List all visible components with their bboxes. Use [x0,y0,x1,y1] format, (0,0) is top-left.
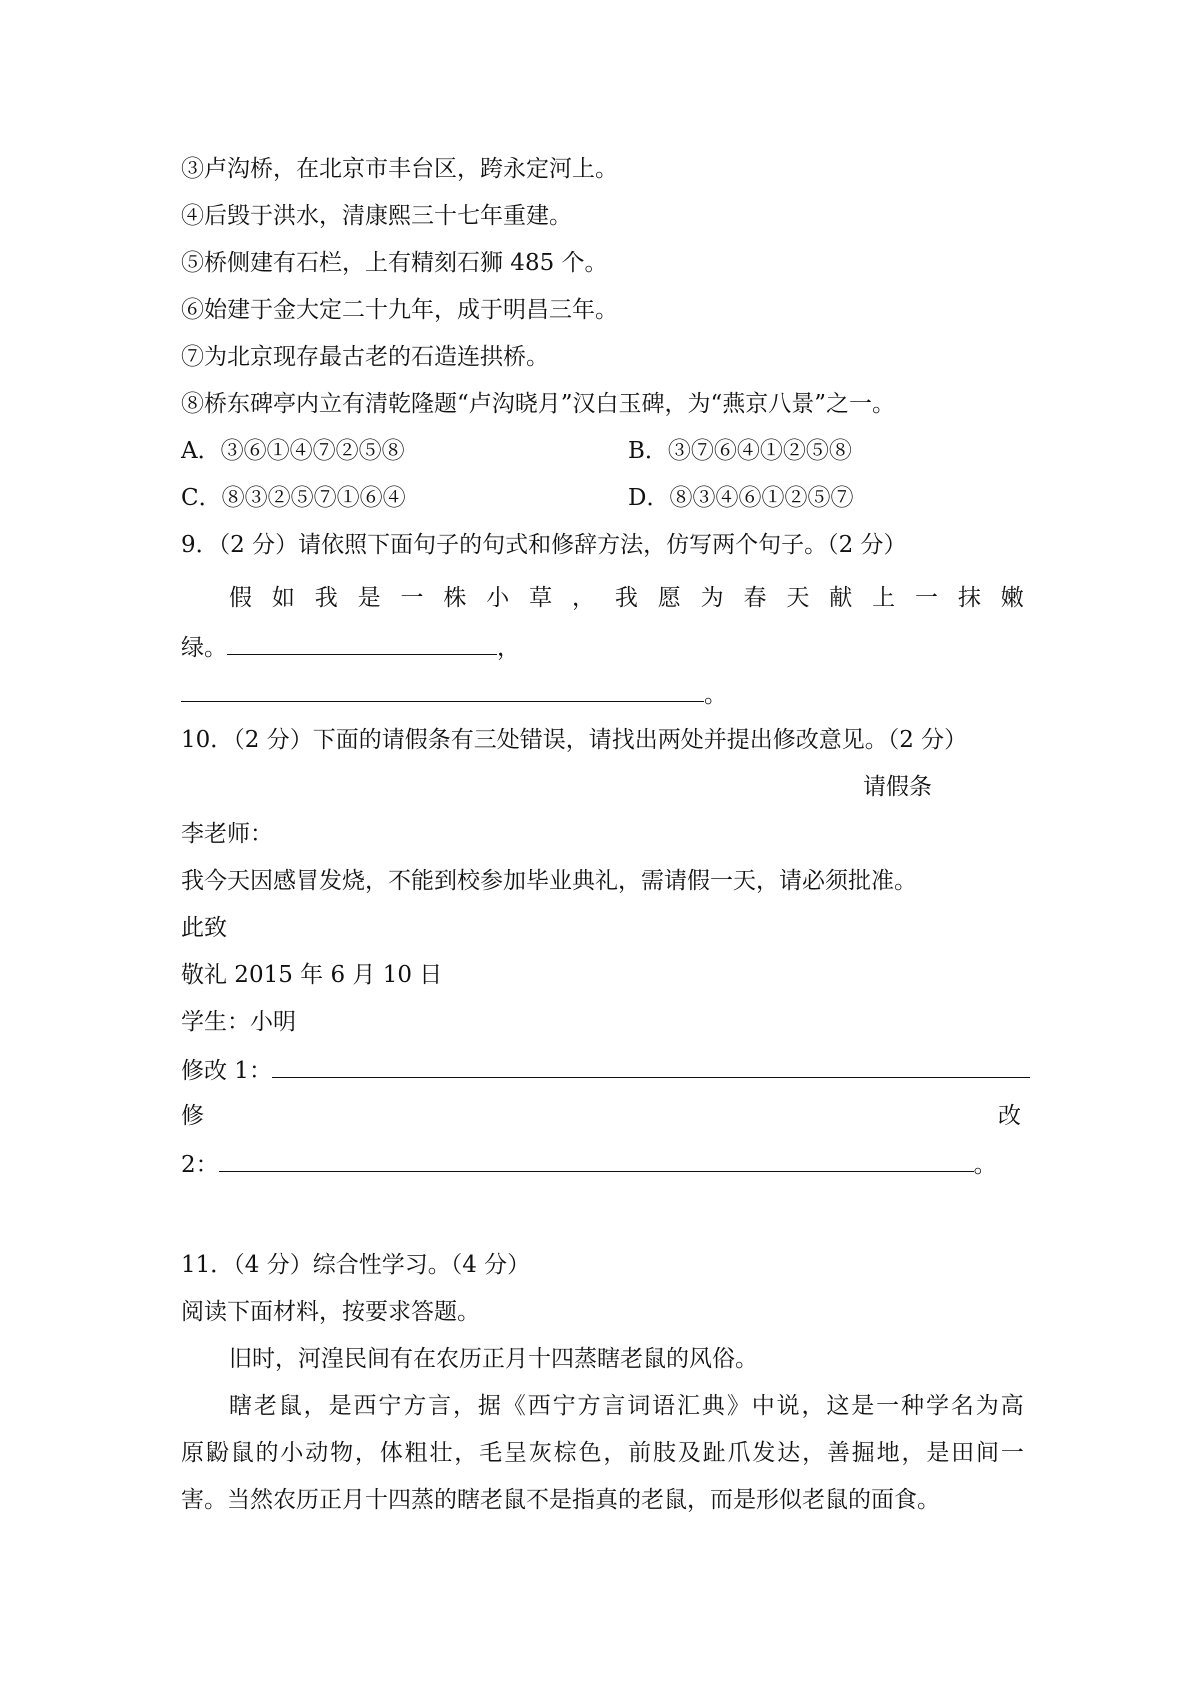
q10-fix1-label: 修改 1： [181,1058,272,1084]
char: 上 [872,585,896,611]
q8-item-6: ⑥始建于金大定二十九年，成于明昌三年。 [181,297,618,323]
q11-para2-line1 [229,1390,1024,1422]
char: 鼠 [278,1393,302,1419]
char: 是 [851,1393,875,1419]
char: 词 [627,1393,651,1419]
char: 掘 [851,1440,875,1466]
q9-answer-line2 [181,677,727,709]
leave-note-salutation: 李老师： [181,821,273,847]
q9-example-line2 [181,630,520,662]
char: 方 [403,1393,427,1419]
char: 棕 [553,1440,577,1466]
char: ， [901,1440,925,1466]
char: ， [802,1440,826,1466]
char: 是 [328,1393,352,1419]
char: 为 [700,585,724,611]
q10-fix1-blank[interactable] [272,1053,1030,1078]
char: 壮 [429,1440,453,1466]
char: 是 [357,585,381,611]
q11-instruction: 阅读下面材料，按要求答题。 [181,1299,480,1325]
char: 假 [229,585,252,611]
option-letter: B． [628,438,668,464]
leave-note-signature: 学生：小明 [181,1009,296,1035]
q8-option-d[interactable] [628,482,853,514]
char: 这 [826,1393,850,1419]
char: 中 [751,1393,775,1419]
char: ， [801,1393,825,1419]
q9-example-line1 [229,582,1024,614]
char: 小 [280,1440,304,1466]
q11-para2-line2 [181,1437,1024,1469]
char: 达 [777,1440,801,1466]
q10-fix1 [181,1053,1030,1085]
q8-item-3: ③卢沟桥，在北京市丰台区，跨永定河上。 [181,156,618,182]
q10-fix2 [181,1147,997,1179]
char: 草 [529,585,553,611]
char: 说 [776,1393,800,1419]
q10-fix2-period: 。 [973,1152,997,1178]
char: 粗 [404,1440,428,1466]
q10-fix2-label: 2： [181,1152,219,1178]
char: 原 [181,1440,204,1466]
q8-item-4: ④后毁于洪水，清康熙三十七年重建。 [181,203,572,229]
char: 一 [400,585,424,611]
char: 《 [502,1393,526,1419]
q8-option-c[interactable] [181,482,406,514]
option-text: ⑧③④⑥①②⑤⑦ [669,485,854,511]
char: 据 [477,1393,501,1419]
char: ， [354,1440,378,1466]
leave-note-closing2: 敬礼 2015 年 6 月 10 日 [181,962,443,988]
char: 善 [826,1440,850,1466]
char: 肢 [653,1440,677,1466]
char: 》 [726,1393,750,1419]
option-text: ③⑦⑥④①②⑤⑧ [667,438,852,464]
char: 我 [614,585,638,611]
char: 典 [701,1393,725,1419]
char: 及 [677,1440,701,1466]
char: 株 [443,585,467,611]
char: 趾 [702,1440,726,1466]
option-letter: C． [181,485,222,511]
char: 如 [271,585,295,611]
char: 前 [628,1440,652,1466]
char: 鼠 [230,1440,254,1466]
option-letter: A． [181,438,221,464]
char: 方 [577,1393,601,1419]
q11-para2-line3: 害。当然农历正月十四蒸的瞎老鼠不是指真的老鼠，而是形似老鼠的面食。 [181,1487,940,1513]
q8-item-7: ⑦为北京现存最古老的石造连拱桥。 [181,344,549,370]
char: ， [603,1440,627,1466]
char: 西 [353,1393,377,1419]
q8-option-b[interactable] [628,435,852,467]
char: 一 [915,585,938,611]
leave-note-title: 请假条 [863,774,932,800]
leave-note-body: 我今天因感冒发烧，不能到校参加毕业典礼，需请假一天，请必须批准。 [181,868,917,894]
char: 瞎 [229,1393,252,1419]
char: ， [572,585,595,611]
leave-note-closing1: 此致 [181,915,227,941]
q9-comma: ， [497,635,520,661]
char: 言 [428,1393,452,1419]
char: 毛 [479,1440,503,1466]
char: ， [303,1393,327,1419]
char: 一 [1000,1440,1024,1466]
q8-option-a[interactable] [181,435,405,467]
option-text: ③⑥①④⑦②⑤⑧ [220,438,405,464]
char: 抹 [957,585,981,611]
q11-header: 11．（4 分）综合性学习。（4 分） [181,1252,531,1278]
q9-example-end: 绿。 [181,635,227,661]
char: 动 [305,1440,329,1466]
char: 田 [951,1440,975,1466]
char: 呈 [503,1440,527,1466]
char: 西 [527,1393,551,1419]
char: 为 [975,1393,999,1419]
char: 鼢 [205,1440,229,1466]
char: 小 [486,585,510,611]
q9-header: 9．（2 分）请依照下面句子的句式和修辞方法，仿写两个句子。（2 分） [181,532,907,558]
char: 春 [743,585,767,611]
char: 一 [876,1393,900,1419]
q9-answer-blank-1[interactable] [227,630,497,655]
char: 宁 [378,1393,402,1419]
char: 名 [950,1393,974,1419]
q9-period: 。 [704,682,727,708]
char: 间 [976,1440,999,1466]
q8-item-5: ⑤桥侧建有石栏，上有精刻石狮 485 个。 [181,250,608,276]
char: ， [454,1440,478,1466]
q10-fix2-blank[interactable] [219,1147,974,1172]
char: 语 [652,1393,676,1419]
char: 物 [330,1440,354,1466]
char: 宁 [552,1393,576,1419]
char: ， [453,1393,477,1419]
q10-header: 10．（2 分）下面的请假条有三处错误，请找出两处并提出修改意见。（2 分） [181,727,968,753]
char: 老 [253,1393,277,1419]
char: 学 [925,1393,949,1419]
char: 言 [602,1393,626,1419]
char: 嫩 [1000,585,1024,611]
char: 汇 [677,1393,701,1419]
q10-fix2-right: 改 [998,1103,1021,1129]
char: 献 [829,585,853,611]
option-text: ⑧③②⑤⑦①⑥④ [221,485,406,511]
q10-fix2-left: 修 [181,1103,204,1129]
char: 爪 [727,1440,751,1466]
q8-item-8: ⑧桥东碑亭内立有清乾隆题“卢沟晓月”汉白玉碑，为“燕京八景”之一。 [181,391,896,417]
char: 的 [255,1440,279,1466]
char: 高 [1000,1393,1024,1419]
char: 我 [314,585,338,611]
char: 色 [578,1440,602,1466]
char: 种 [901,1393,925,1419]
q11-para1: 旧时，河湟民间有在农历正月十四蒸瞎老鼠的风俗。 [229,1346,758,1372]
char: 愿 [657,585,681,611]
option-letter: D． [628,485,670,511]
char: 发 [752,1440,776,1466]
q9-answer-blank-2[interactable] [181,677,704,702]
char: 体 [379,1440,403,1466]
char: 天 [786,585,810,611]
char: 地 [876,1440,900,1466]
char: 灰 [528,1440,552,1466]
char: 是 [926,1440,950,1466]
